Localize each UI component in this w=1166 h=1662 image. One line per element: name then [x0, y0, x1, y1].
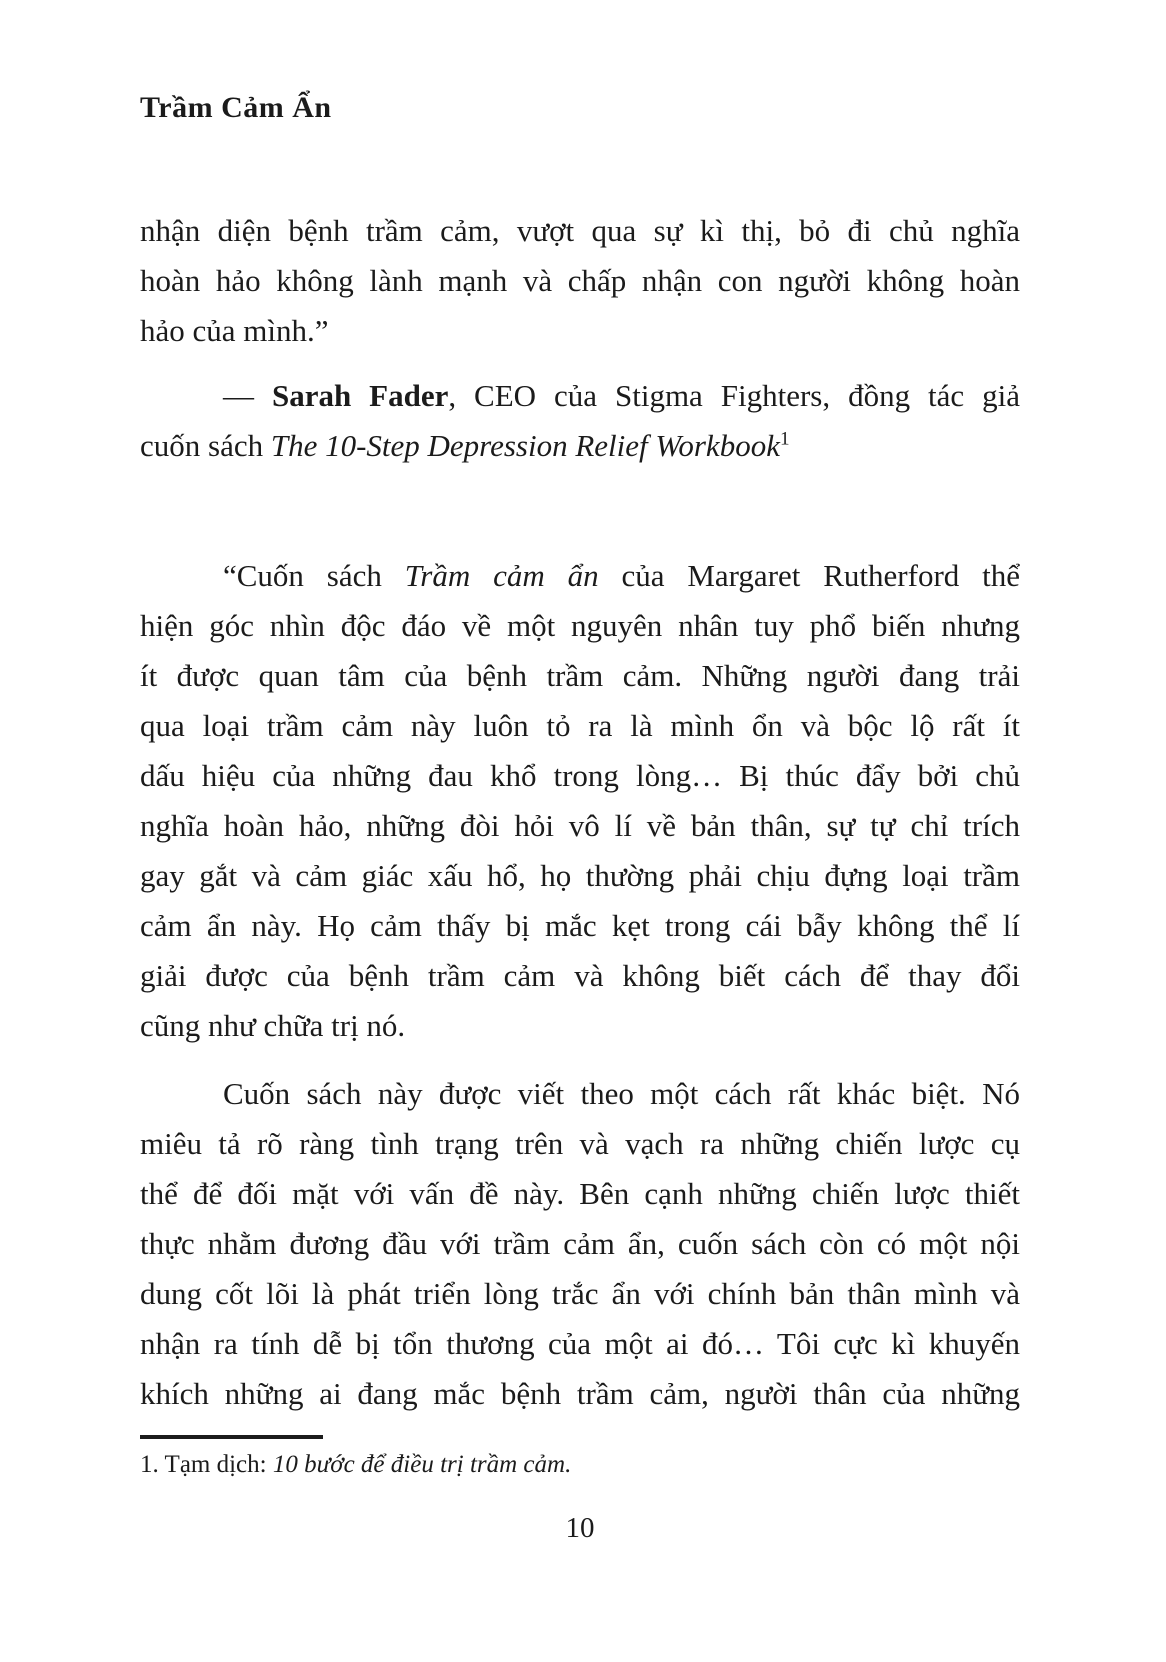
paragraph-attribution	[140, 371, 1020, 471]
paragraph-review-quote	[140, 551, 1020, 1051]
text-line: dấu hiệu của những đau khổ trong lòng… Bị thúc đẩy bởi chủ	[140, 758, 1020, 793]
footnote-separator	[140, 1435, 323, 1439]
text-line: gay gắt và cảm giác xấu hổ, họ thường phải chịu đựng loại trầm	[140, 858, 1020, 893]
text-line: — Sarah Fader, CEO của Stigma Fighters, đồng tác giả	[223, 378, 1020, 413]
footnote	[140, 1448, 1020, 1482]
text-line: hoàn hảo không lành mạnh và chấp nhận con người không hoàn	[140, 263, 1020, 298]
paragraph-quote-continuation	[140, 206, 1020, 356]
text-line: cuốn sách The 10-Step Depression Relief Workbook$^1$	[140, 428, 790, 463]
text-line: hiện góc nhìn độc đáo về một nguyên nhân tuy phổ biến nhưng	[140, 608, 1020, 643]
footnote-reference: 1	[779, 428, 790, 450]
footnote-label: 1. Tạm dịch:	[140, 1451, 273, 1478]
body-text	[140, 206, 1020, 1419]
text-line: Cuốn sách này được viết theo một cách rất khác biệt. Nó	[223, 1076, 1020, 1111]
text-line: qua loại trầm cảm này luôn tỏ ra là mình ổn và bộc lộ rất ít	[140, 708, 1020, 743]
text-line: dung cốt lõi là phát triển lòng trắc ẩn với chính bản thân mình và	[140, 1276, 1020, 1311]
text-line: cảm ẩn này. Họ cảm thấy bị mắc kẹt trong cái bẫy không thể lí	[140, 908, 1020, 943]
text-line: hảo của mình.”	[140, 313, 329, 348]
footnote-italic-title: 10 bước để điều trị trầm cảm.	[272, 1451, 572, 1478]
text-line: nghĩa hoàn hảo, những đòi hỏi vô lí về bản thân, sự tự chỉ trích	[140, 808, 1020, 843]
text-line: thể để đối mặt với vấn đề này. Bên cạnh những chiến lược thiết	[140, 1176, 1020, 1211]
text-line: miêu tả rõ ràng tình trạng trên và vạch ra những chiến lược cụ	[140, 1126, 1020, 1161]
page-number: 10	[565, 1512, 595, 1544]
text-line: khích những ai đang mắc bệnh trầm cảm, người thân của những	[140, 1376, 1020, 1411]
text-line: thực nhằm đương đầu với trầm cảm ẩn, cuốn sách còn có một nội	[140, 1226, 1020, 1261]
text-line: giải được của bệnh trầm cảm và không biết cách để thay đổi	[140, 958, 1020, 993]
text-line: “Cuốn sách Trầm cảm ẩn của Margaret Rutherford thể	[223, 558, 1020, 593]
text-line: cũng như chữa trị nó.	[140, 1008, 406, 1043]
running-header: Trầm Cảm Ẩn	[140, 91, 332, 124]
text-line: nhận diện bệnh trầm cảm, vượt qua sự kì thị, bỏ đi chủ nghĩa	[140, 213, 1020, 248]
text-line: nhận ra tính dễ bị tổn thương của một ai đó… Tôi cực kì khuyến	[140, 1326, 1020, 1361]
paragraph-review-body	[140, 1069, 1020, 1419]
text-line: ít được quan tâm của bệnh trầm cảm. Những người đang trải	[140, 658, 1020, 693]
